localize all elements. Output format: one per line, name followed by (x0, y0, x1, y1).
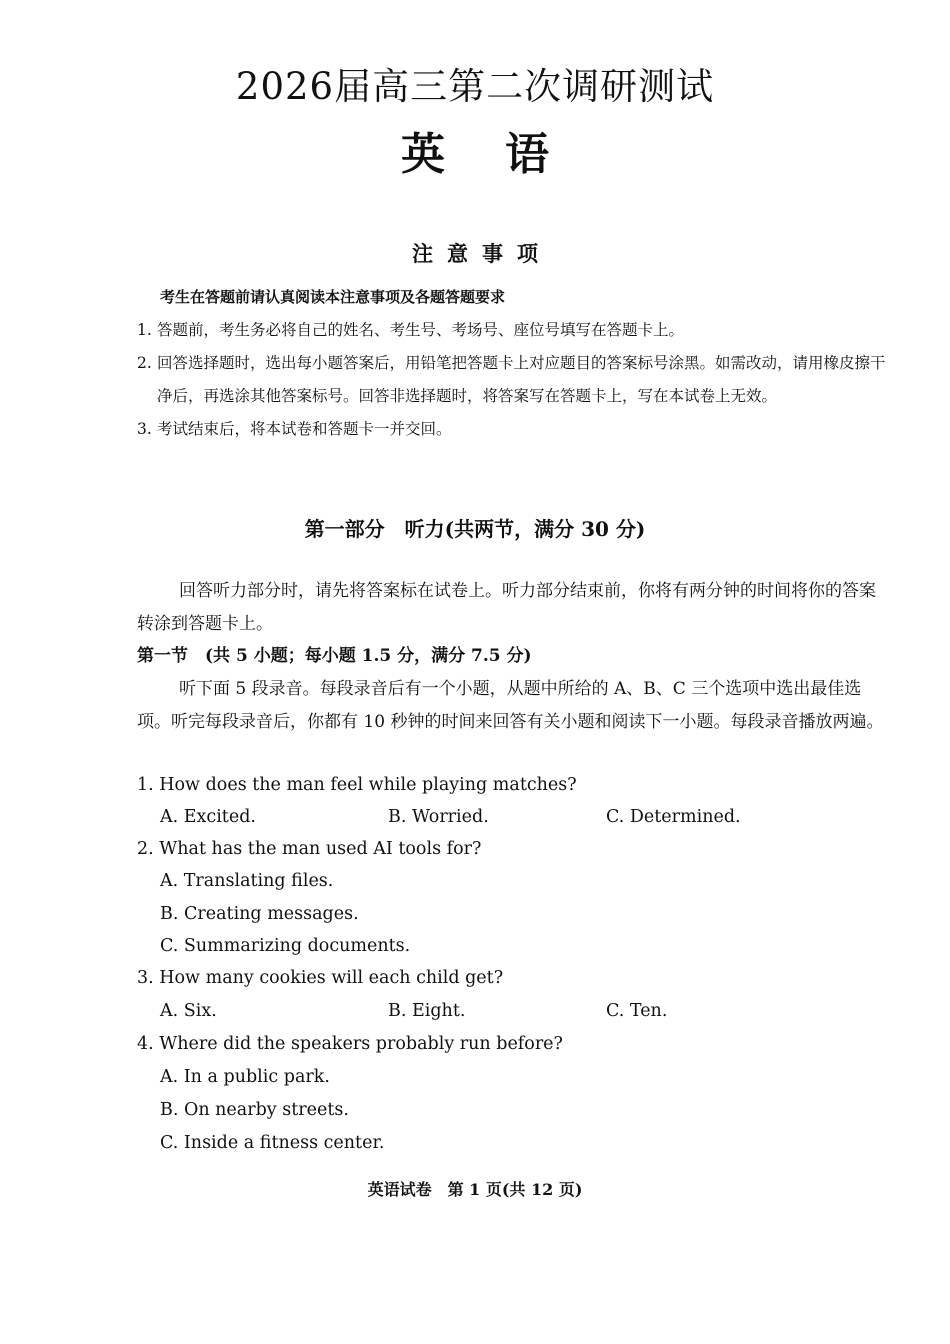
question-option: C. Ten. (606, 1001, 668, 1021)
exam-title: 2026届高三第二次调研测试 (235, 65, 715, 108)
section1-intro: 听下面 5 段录音。每段录音后有一个小题，从题中所给的 A、B、C 三个选项中选出最佳选项。听完每段录音后，你都有 10 秒钟的时间来回答有关小题和阅读下一小题。每段录音播放两遍。 (137, 679, 884, 732)
question-stem: 2. What has the man used AI tools for? (137, 839, 482, 859)
question-option: A. Six. (160, 1001, 217, 1021)
notice-item (137, 347, 887, 413)
notice-subheading: 考生在答题前请认真阅读本注意事项及各题答题要求 (160, 288, 506, 306)
notice-item-number: 1. (137, 321, 152, 339)
subject-title: 英语 (401, 129, 609, 180)
question-option: A. Translating files. (160, 871, 334, 891)
notice-item-text: 答题前，考生务必将自己的姓名、考生号、考场号、座位号填写在答题卡上。 (157, 321, 685, 339)
notice-item-text: 回答选择题时，选出每小题答案后，用铅笔把答题卡上对应题目的答案标号涂黑。如需改动，请用橡皮擦干净后，再选涂其他答案标号。回答非选择题时，将答案写在答题卡上，写在本试卷上无效。 (157, 354, 886, 405)
question-option: A. Excited. (160, 807, 256, 827)
notice-item-number: 3. (137, 420, 152, 438)
question-option: B. On nearby streets. (160, 1100, 349, 1120)
part1-intro: 回答听力部分时，请先将答案标在试卷上。听力部分结束前，你将有两分钟的时间将你的答案转涂到答题卡上。 (137, 581, 876, 634)
notice-item-text: 考试结束后，将本试卷和答题卡一并交回。 (157, 420, 452, 438)
question-option: C. Summarizing documents. (160, 936, 411, 956)
question-option: B. Eight. (388, 1001, 466, 1021)
question-option: C. Determined. (606, 807, 741, 827)
question-option: C. Inside a fitness center. (160, 1133, 385, 1153)
question-stem: 3. How many cookies will each child get? (137, 968, 504, 988)
notice-item (137, 413, 887, 446)
notice-item-number: 2. (137, 354, 152, 372)
notice-heading: 注意事项 (412, 241, 552, 266)
part1-heading: 第一部分 听力(共两节，满分 30 分) (304, 517, 646, 541)
question-stem: 1. How does the man feel while playing matches? (137, 775, 577, 795)
question-option: A. In a public park. (160, 1067, 330, 1087)
page-footer: 英语试卷 第 1 页(共 12 页) (367, 1180, 583, 1199)
section1-heading: 第一节 (共 5 小题；每小题 1.5 分，满分 7.5 分) (137, 646, 532, 666)
notice-list (137, 314, 887, 446)
notice-item (137, 314, 887, 347)
question-option: B. Worried. (388, 807, 489, 827)
question-option: B. Creating messages. (160, 904, 359, 924)
question-stem: 4. Where did the speakers probably run before? (137, 1034, 563, 1054)
